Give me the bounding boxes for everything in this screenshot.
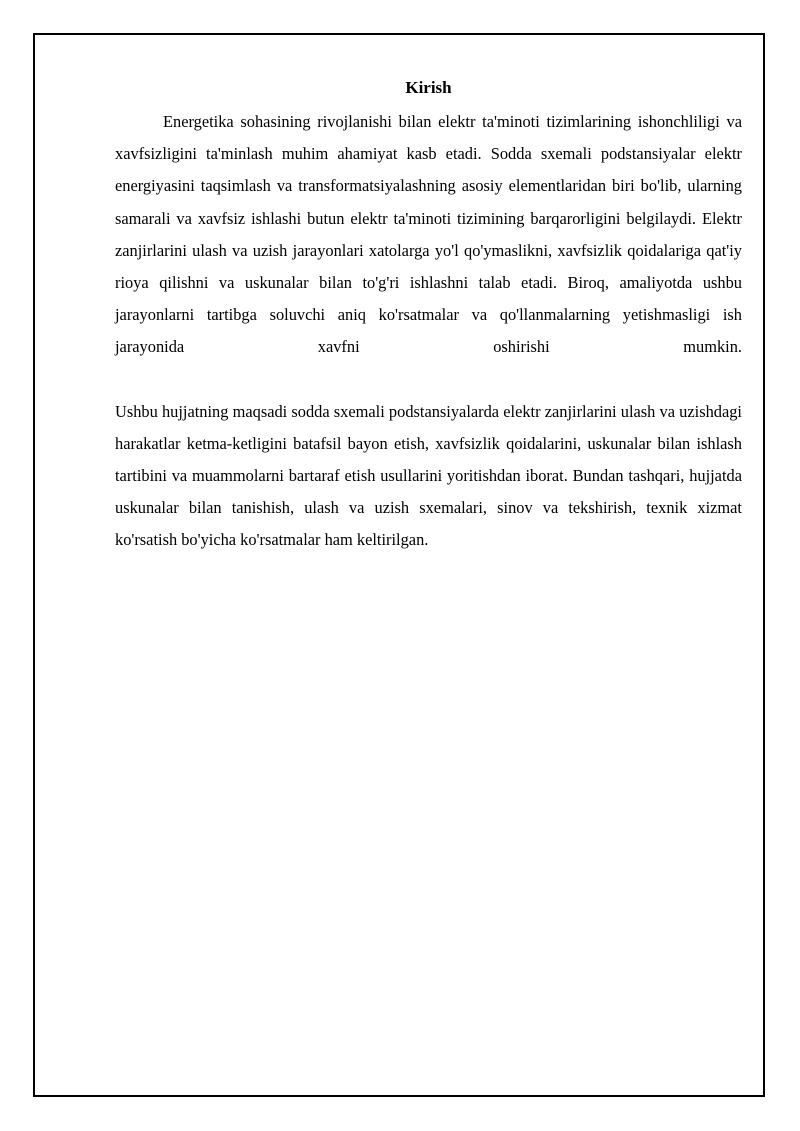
document-body [115, 76, 742, 557]
paragraph-spacer [115, 364, 742, 396]
paragraph-purpose: Ushbu hujjatning maqsadi sodda sxemali podstansiyalarda elektr zanjirlarini ulash va uzishdagi harakatlar ketma-ketligini batafsil bayon etish, xavfsizlik qoidalarini, uskunalar bilan ishlash tartibini va muammolarni bartaraf etish usullarini yoritishdan iborat. Bundan tashqari, hujjatda uskunalar bilan tanishish, ulash va uzish sxemalari, sinov va tekshirish, texnik xizmat ko'rsatish bo'yicha ko'rsatmalar ham keltirilgan. [115, 401, 742, 550]
paragraph-introduction: Energetika sohasining rivojlanishi bilan elektr ta'minoti tizimlarining ishonchliligi va xavfsizligini ta'minlash muhim ahamiyat kasb etadi. Sodda sxemali podstansiyalar elektr energiyasini taqsimlash va transformatsiyalashning asosiy elementlaridan biri bo'lib, ularning samarali va xavfsiz ishlashi butun elektr ta'minoti tizimining barqarorligini belgilaydi. Elektr zanjirlarini ulash va uzish jarayonlari xatolarga yo'l qo'ymaslikni, xavfsizlik qoidalariga qat'iy rioya qilishni va uskunalar bilan to'g'ri ishlashni talab etadi. Biroq, amaliyotda ushbu jarayonlarni tartibga soluvchi aniq ko'rsatmalar va qo'llanmalarning yetishmasligi ish jarayonida xavfni oshirishi mumkin. [115, 112, 742, 357]
document-title: Kirish [405, 78, 452, 97]
